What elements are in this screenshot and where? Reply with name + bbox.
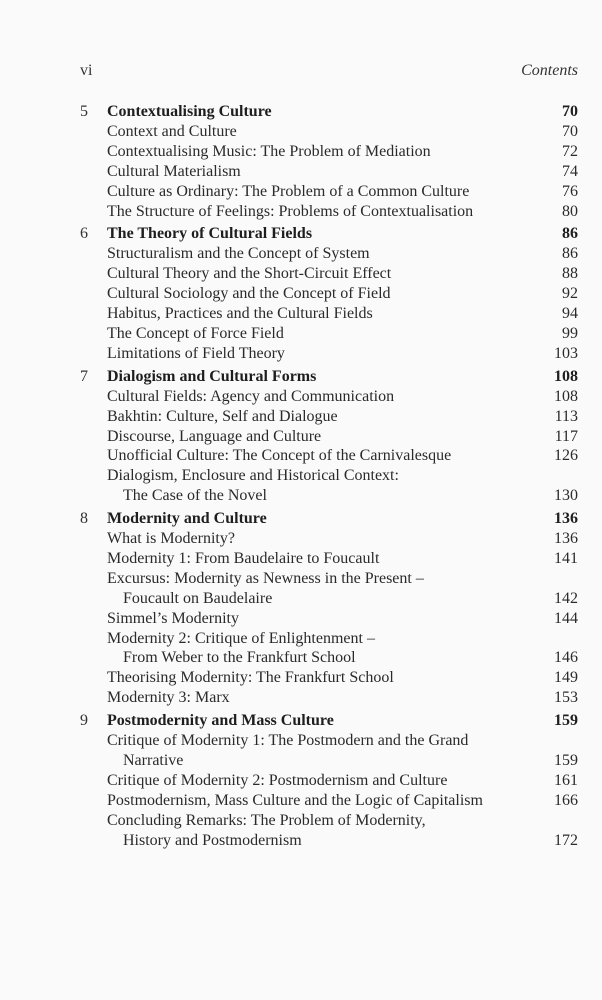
section-page: 86 — [562, 245, 578, 263]
section-title: Culture as Ordinary: The Problem of a Common Culture — [107, 182, 470, 200]
section-title: History and Postmodernism — [123, 831, 302, 849]
chapter-number: 5 — [80, 103, 88, 120]
section-title: Foucault on Baudelaire — [123, 589, 273, 607]
running-header — [80, 62, 578, 80]
section-page: 117 — [554, 427, 578, 445]
section-title: Discourse, Language and Culture — [107, 427, 322, 445]
section-entry — [80, 751, 578, 771]
chapter-heading — [80, 509, 578, 529]
chapter-number: 9 — [80, 712, 88, 730]
section-page: 146 — [554, 649, 578, 667]
section-page: 88 — [562, 265, 578, 283]
section-entry — [80, 629, 578, 649]
section-entry — [80, 688, 578, 708]
section-entry — [80, 648, 578, 668]
section-title: Modernity 3: Marx — [107, 689, 230, 707]
page-number: vi — [80, 62, 93, 79]
section-entry — [80, 182, 578, 202]
chapter-9 — [80, 711, 578, 850]
section-title: The Structure of Feelings: Problems of Contextualisation — [107, 202, 474, 220]
section-entry — [80, 162, 578, 182]
section-title: Theorising Modernity: The Frankfurt School — [107, 669, 394, 687]
chapter-title: Contextualising Culture — [107, 103, 272, 120]
section-entry — [80, 244, 578, 264]
section-title: The Concept of Force Field — [107, 324, 284, 342]
section-entry — [80, 731, 578, 751]
section-title: Contextualising Music: The Problem of Mediation — [107, 142, 431, 160]
section-title: Cultural Materialism — [107, 162, 241, 180]
section-entry — [80, 264, 578, 284]
section-title: Habitus, Practices and the Cultural Fields — [107, 305, 373, 323]
section-entry — [80, 589, 578, 609]
chapter-6 — [80, 224, 578, 363]
section-entry — [80, 427, 578, 447]
section-entry — [80, 284, 578, 304]
section-entry — [80, 791, 578, 811]
chapter-title: The Theory of Cultural Fields — [107, 225, 313, 243]
section-title: Concluding Remarks: The Problem of Modernity, — [107, 811, 426, 829]
section-title: Simmel’s Modernity — [107, 609, 239, 627]
section-entry — [80, 549, 578, 569]
section-title: Context and Culture — [107, 122, 237, 140]
section-entry — [80, 831, 578, 851]
section-entry — [80, 304, 578, 324]
chapter-number: 6 — [80, 225, 88, 243]
section-entry — [80, 142, 578, 162]
section-page: 74 — [562, 162, 578, 180]
section-page: 149 — [554, 669, 578, 687]
section-page: 113 — [554, 407, 578, 425]
chapter-number: 8 — [80, 510, 88, 528]
chapter-page: 86 — [562, 225, 578, 243]
chapter-page: 108 — [554, 367, 578, 385]
section-page: 108 — [554, 387, 578, 405]
chapter-page: 159 — [554, 712, 578, 730]
chapter-heading — [80, 102, 578, 122]
section-entry — [80, 202, 578, 222]
chapter-7 — [80, 367, 578, 506]
running-title: Contents — [521, 62, 578, 79]
section-page: 159 — [554, 752, 578, 769]
section-title: The Case of the Novel — [123, 487, 267, 505]
section-page: 92 — [562, 285, 578, 303]
chapter-number: 7 — [80, 367, 88, 385]
section-title: Critique of Modernity 2: Postmodernism and Culture — [107, 771, 448, 789]
section-page: 80 — [562, 202, 578, 220]
table-of-contents — [80, 102, 578, 851]
section-page: 70 — [562, 122, 578, 140]
section-page: 153 — [554, 689, 578, 707]
section-title: Critique of Modernity 1: The Postmodern and the Grand — [107, 732, 469, 750]
section-title: What is Modernity? — [107, 530, 235, 548]
section-title: Bakhtin: Culture, Self and Dialogue — [107, 407, 338, 425]
section-page: 142 — [554, 589, 578, 607]
section-title: Excursus: Modernity as Newness in the Present – — [107, 569, 424, 587]
section-page: 99 — [562, 324, 578, 342]
section-title: Structuralism and the Concept of System — [107, 245, 370, 263]
section-page: 166 — [554, 791, 578, 809]
section-page: 126 — [554, 447, 578, 465]
section-title: Cultural Sociology and the Concept of Field — [107, 285, 391, 303]
chapter-8 — [80, 509, 578, 708]
section-title: Modernity 1: From Baudelaire to Foucault — [107, 549, 380, 567]
section-title: Limitations of Field Theory — [107, 344, 285, 362]
section-entry — [80, 446, 578, 466]
section-page: 144 — [554, 609, 578, 627]
section-entry — [80, 486, 578, 506]
section-entry — [80, 344, 578, 364]
chapter-title: Dialogism and Cultural Forms — [107, 367, 317, 385]
section-page: 72 — [562, 142, 578, 160]
chapter-page: 70 — [562, 103, 578, 120]
section-page: 94 — [562, 305, 578, 323]
section-title: Cultural Fields: Agency and Communication — [107, 387, 395, 405]
section-title: Narrative — [123, 752, 184, 769]
section-page: 103 — [554, 344, 578, 362]
section-entry — [80, 122, 578, 142]
section-entry — [80, 609, 578, 629]
section-entry — [80, 771, 578, 791]
section-page: 136 — [554, 530, 578, 548]
section-entry — [80, 569, 578, 589]
chapter-title: Modernity and Culture — [107, 510, 267, 528]
chapter-heading — [80, 367, 578, 387]
chapter-title: Postmodernity and Mass Culture — [107, 712, 334, 730]
section-entry — [80, 407, 578, 427]
section-title: Cultural Theory and the Short-Circuit Effect — [107, 265, 392, 283]
section-page: 161 — [554, 771, 578, 789]
section-title: Unofficial Culture: The Concept of the Carnivalesque — [107, 447, 452, 465]
chapter-heading — [80, 711, 578, 731]
section-entry — [80, 668, 578, 688]
section-entry — [80, 324, 578, 344]
chapter-5 — [80, 102, 578, 221]
chapter-page: 136 — [554, 510, 578, 528]
section-page: 76 — [562, 182, 578, 200]
section-title: Dialogism, Enclosure and Historical Context: — [107, 467, 399, 485]
section-page: 172 — [554, 831, 578, 849]
section-title: Modernity 2: Critique of Enlightenment – — [107, 629, 375, 647]
section-title: Postmodernism, Mass Culture and the Logic of Capitalism — [107, 791, 483, 809]
section-entry — [80, 387, 578, 407]
section-entry — [80, 466, 578, 486]
chapter-heading — [80, 224, 578, 244]
section-entry — [80, 529, 578, 549]
section-title: From Weber to the Frankfurt School — [123, 649, 356, 667]
section-page: 141 — [554, 549, 578, 567]
section-entry — [80, 811, 578, 831]
section-page: 130 — [554, 487, 578, 505]
